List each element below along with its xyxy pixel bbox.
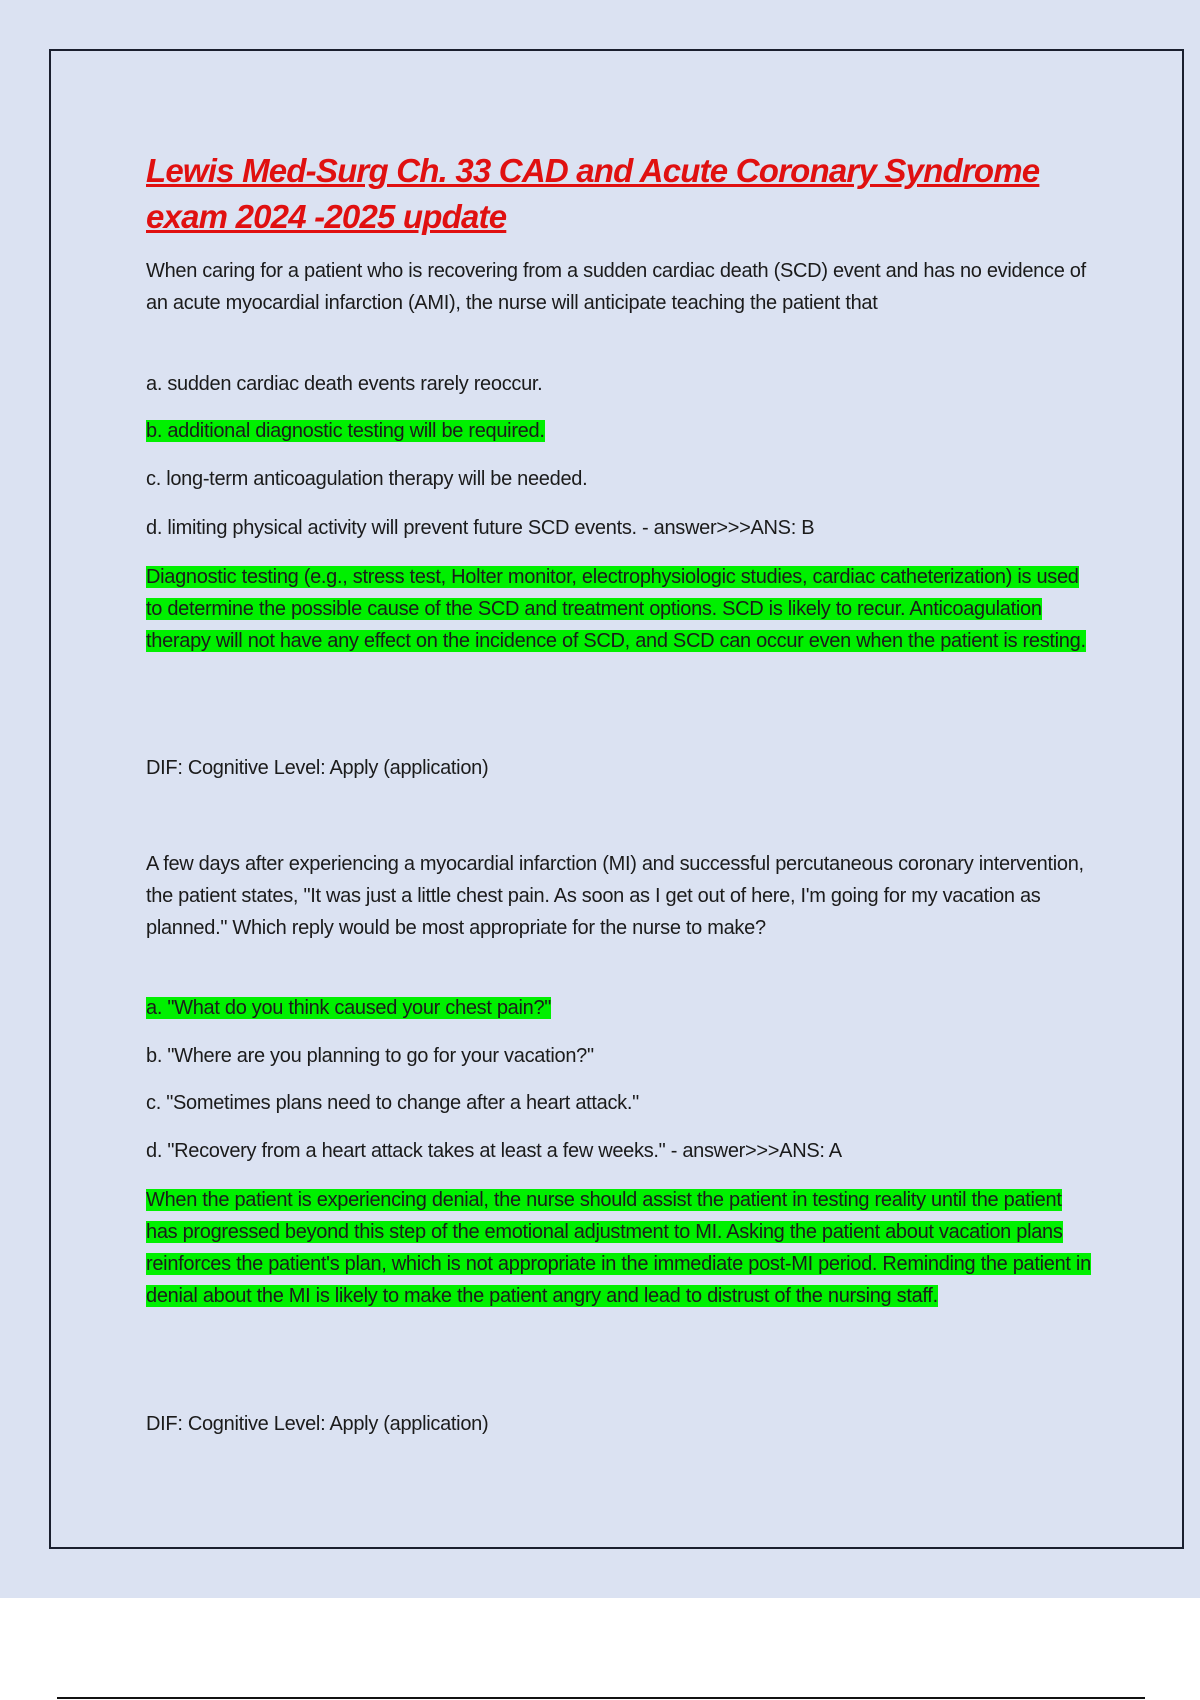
- question-1-option-b-correct: b. additional diagnostic testing will be required.: [146, 420, 545, 442]
- question-1-rationale: Diagnostic testing (e.g., stress test, Holter monitor, electrophysiologic studies, cardiac catheterization) is used to determine the possible cause of the SCD and treatment options. SCD is likely to recur. Anticoagulation therapy will not have any effect on the incidence of SCD, and SCD can occur even when the patient is resting.: [146, 566, 1086, 652]
- question-1-stem: When caring for a patient who is recovering from a sudden cardiac death (SCD) event and has no evidence of an acute myocardial infarction (AMI), the nurse will anticipate teaching the patient that: [146, 260, 1086, 314]
- question-2-stem: A few days after experiencing a myocardial infarction (MI) and successful percutaneous coronary intervention, the patient states, "It was just a little chest pain. As soon as I get out of here, I'm going for my vacation as planned." Which reply would be most appropriate for the nurse to make?: [146, 853, 1084, 939]
- question-2-rationale: When the patient is experiencing denial, the nurse should assist the patient in testing reality until the patient has progressed beyond this step of the emotional adjustment to MI. Asking the patient about vacation plans reinforces the patient's plan, which is not appropriate in the immediate post-MI period. Reminding the patient in denial about the MI is likely to make the patient angry and lead to distrust of the nursing staff.: [146, 1189, 1091, 1307]
- question-1-option-c: c. long-term anticoagulation therapy will be needed.: [146, 468, 588, 490]
- footer-divider: [57, 1697, 1145, 1699]
- question-1-option-a: a. sudden cardiac death events rarely reoccur.: [146, 373, 543, 395]
- title-line-1: Lewis Med-Surg Ch. 33 CAD and Acute Coronary Syndrome: [146, 152, 1040, 189]
- question-1-difficulty: DIF: Cognitive Level: Apply (application): [146, 757, 489, 779]
- title-line-2: exam 2024 -2025 update: [146, 198, 507, 235]
- question-1-option-d: d. limiting physical activity will prevent future SCD events. - answer>>>ANS: B: [146, 517, 815, 539]
- question-2-option-c: c. "Sometimes plans need to change after a heart attack.": [146, 1092, 639, 1114]
- question-2-option-d: d. "Recovery from a heart attack takes at least a few weeks." - answer>>>ANS: A: [146, 1140, 842, 1162]
- question-2-difficulty: DIF: Cognitive Level: Apply (application): [146, 1413, 489, 1435]
- question-2-option-a-correct: a. "What do you think caused your chest pain?": [146, 997, 552, 1019]
- question-2-option-b: b. "Where are you planning to go for your vacation?": [146, 1045, 594, 1067]
- document-title: [146, 148, 1106, 240]
